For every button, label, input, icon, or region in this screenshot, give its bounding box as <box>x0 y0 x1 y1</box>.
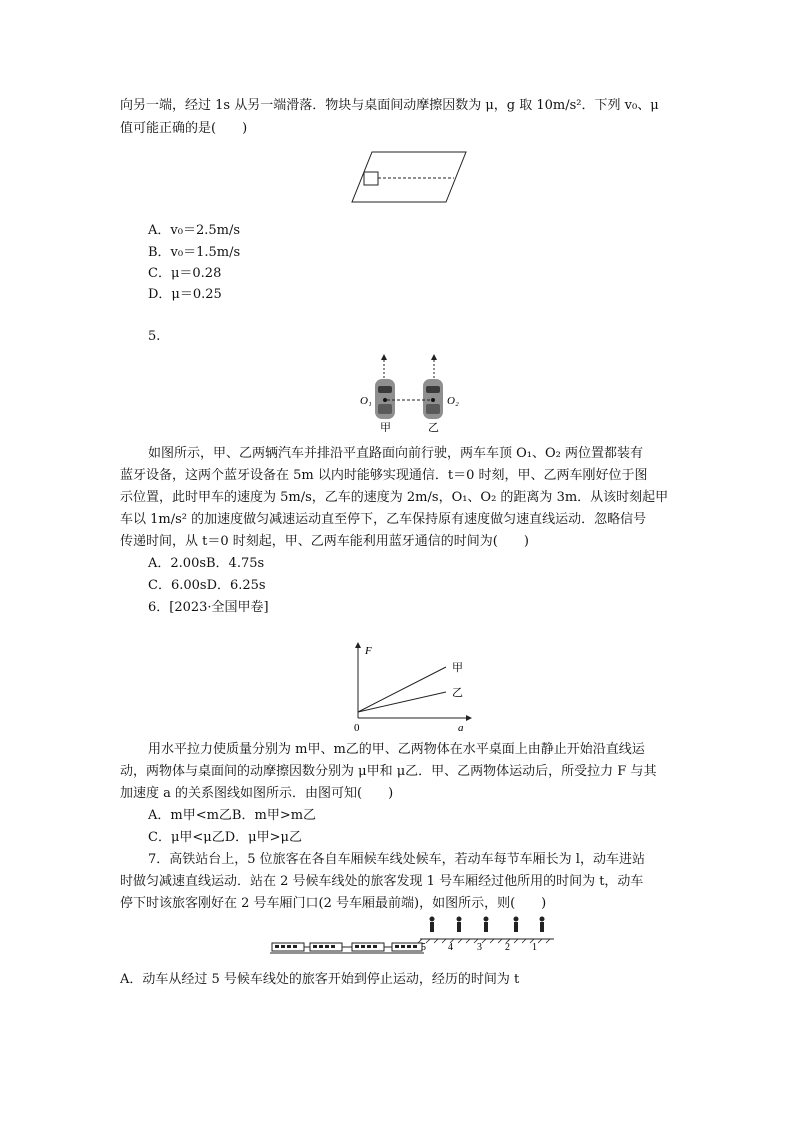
block <box>364 172 378 185</box>
q6-line-2: 动，两物体与桌面间的动摩擦因数分别为 μ甲和 μ乙．甲、乙两物体运动后，所受拉力 F 与其 <box>120 764 657 779</box>
axis-a: a <box>458 722 464 734</box>
q4-option-d: D．μ＝0.25 <box>148 287 222 302</box>
q4-option-c: C．μ＝0.28 <box>148 266 222 281</box>
q5-number: 5. <box>148 329 161 344</box>
q6-options-cd: C．μ甲<μ乙D．μ甲>μ乙 <box>148 830 302 845</box>
q4-option-b: B．v₀＝1.5m/s <box>148 245 241 260</box>
line-yi <box>358 692 446 712</box>
q6-header: 6．[2023·全国甲卷] <box>148 600 269 615</box>
line-number-3: 3 <box>477 942 482 953</box>
line-jia <box>358 667 446 712</box>
q7-line-3: 停下时该旅客刚好在 2 号车厢门口(2 号车厢最前端)，如图所示，则( ) <box>120 896 547 911</box>
origin-label: 0 <box>354 722 360 734</box>
line-yi-label: 乙 <box>452 687 463 699</box>
q6-line-1: 用水平拉力使质量分别为 m甲、m乙的甲、乙两物体在水平桌面上由静止开始沿直线运 <box>148 742 645 757</box>
passengers <box>430 917 545 933</box>
line-jia-label: 甲 <box>452 662 463 674</box>
q7-option-a: A．动车从经过 5 号候车线处的旅客开始到停止运动，经历的时间为 t <box>120 972 520 987</box>
q5-line-3: 示位置，此时甲车的速度为 5m/s，乙车的速度为 2m/s，O₁、O₂ 的距离为 3m．从该时刻起甲 <box>120 490 669 505</box>
table-surface <box>352 152 466 202</box>
q6-options-ab: A．m甲<m乙B．m甲>m乙 <box>148 808 317 823</box>
q7-line-2: 时做匀减速直线运动．站在 2 号候车线处的旅客发现 1 号车厢经过他所用的时间为 t，动车 <box>120 874 644 889</box>
q5-line-1: 如图所示，甲、乙两辆汽车并排沿平直路面向前行驶，两车车顶 O₁、O₂ 两位置都装有 <box>148 446 644 461</box>
line-number-4: 4 <box>448 942 453 953</box>
q5-line-5: 传递时间，从 t＝0 时刻起，甲、乙两车能利用蓝牙通信的时间为( ) <box>120 534 529 549</box>
axis-f: F <box>365 645 372 657</box>
q6-graph-figure <box>346 640 476 735</box>
line-number-5: 5 <box>421 942 426 953</box>
q5-line-4: 车以 1m/s² 的加速度做匀减速运动直至停下，乙车保持原有速度做匀速直线运动．忽略信号 <box>120 512 647 527</box>
q5-options-cd: C．6.00sD．6.25s <box>148 578 266 593</box>
label-jia: 甲 <box>380 422 391 432</box>
q4-table-figure <box>350 148 470 206</box>
q5-cars-figure <box>352 352 472 432</box>
label-yi: 乙 <box>428 422 439 432</box>
q5-options-ab: A．2.00sB．4.75s <box>148 556 265 571</box>
line-number-2: 2 <box>505 942 510 953</box>
q4-option-a: A．v₀＝2.5m/s <box>148 223 240 238</box>
q7-line-1: 7．高铁站台上，5 位旅客在各自车厢候车线处候车，若动车每节车厢长为 l，动车进站 <box>148 852 645 867</box>
q6-line-3: 加速度 a 的关系图线如图所示．由图可知( ) <box>120 786 394 801</box>
q7-platform-figure <box>270 915 556 957</box>
label-o1: O₁ <box>360 395 372 407</box>
line-number-1: 1 <box>532 942 537 953</box>
label-o2: O₂ <box>447 395 459 407</box>
q4-stem-line-1: 向另一端，经过 1s 从另一端滑落．物块与桌面间动摩擦因数为 μ，g 取 10m/s²．下列 v₀、μ <box>120 98 659 113</box>
q5-line-2: 蓝牙设备，这两个蓝牙设备在 5m 以内时能够实现通信．t＝0 时刻，甲、乙两车刚好位于图 <box>120 468 648 483</box>
q4-stem-line-2: 值可能正确的是( ) <box>120 121 248 136</box>
